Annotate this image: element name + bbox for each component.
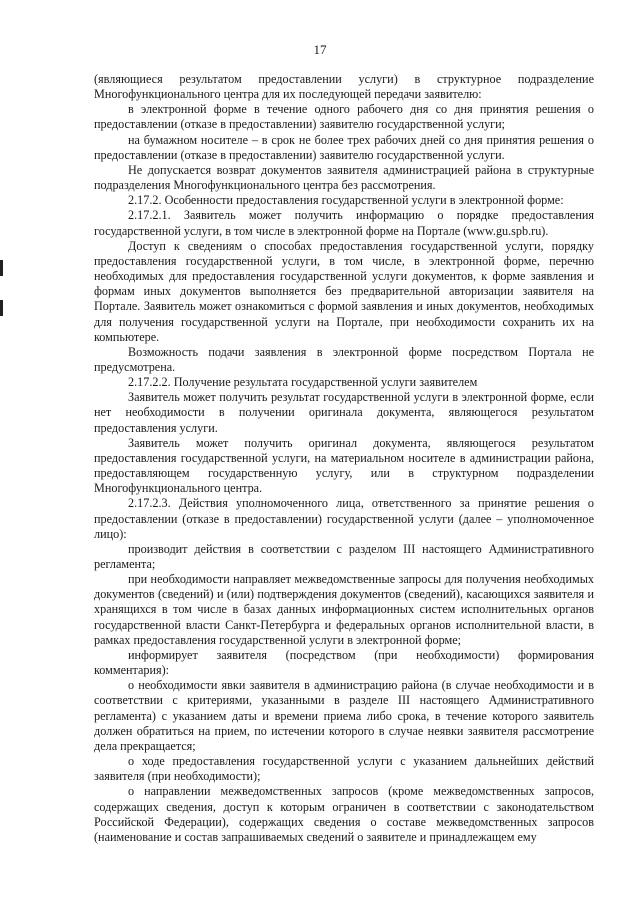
paragraph: информирует заявителя (посредством (при необходимости) формирования комментария): (94, 647, 594, 678)
paragraph: Заявитель может получить оригинал документа, являющегося результатом предоставления государственной услуги, на материальном носителе в администрации района, предоставляющем государственную услугу, или в структурном подразделении Многофункционального центра. (94, 435, 594, 496)
paragraph: 2.17.2. Особенности предоставления государственной услуги в электронной форме: (128, 193, 564, 208)
paragraph: Возможность подачи заявления в электронной форме посредством Портала не предусмотрена. (94, 344, 594, 374)
paragraph: на бумажном носителе – в срок не более трех рабочих дней со дня принятия решения о предоставлении (отказе в предоставлении) заявителю государственной услуги. (94, 132, 594, 162)
paragraph: 2.17.2.1. Заявитель может получить информацию о порядке предоставления государственной услуги, в том числе в электронной форме на Портале (www.gu.spb.ru). (94, 208, 594, 238)
paragraph: 2.17.2.3. Действия уполномоченного лица, ответственного за принятие решения о предоставлении (отказе в предоставлении) государственной услуги (далее – уполномоченное лицо): (94, 496, 594, 541)
paragraph: 2.17.2.2. Получение результата государственной услуги заявителем (128, 375, 478, 390)
margin-mark (0, 260, 3, 276)
paragraph: о ходе предоставления государственной услуги с указанием дальнейших действий заявителя (при необходимости); (94, 754, 594, 784)
paragraph: при необходимости направляет межведомственные запросы для получения необходимых документов (сведений) и (или) подтверждения документов (сведений), касающихся заявителя и хранящихся в том числе в базах данных информационных систем исполнительных органов государственной власти Санкт-Петербурга и федеральных органов исполнительной власти, в рамках предоставления государственной услуги в электронной форме; (94, 572, 594, 647)
document-body (94, 72, 594, 845)
margin-mark (0, 300, 3, 316)
paragraph: о направлении межведомственных запросов (кроме межведомственных запросов, содержащих сведения, доступ к которым ограничен в соответствии с законодательством Российской Федерации), содержащих сведения о составе межведомственных запросов (наименование и состав запрашиваемых сведений о заявителе и принадлежащем ему (94, 784, 594, 844)
paragraph: Заявитель может получить результат государственной услуги в электронной форме, если нет необходимости в получении оригинала документа, являющегося результатом предоставления услуги. (94, 390, 594, 435)
paragraph: о необходимости явки заявителя в администрацию района (в случае необходимости и в соответствии с критериями, указанными в разделе III настоящего Административного регламента) с указанием даты и времени приема либо срока, в течение которого заявитель должен обратиться на прием, по истечении которого в случае неявки заявителя рассмотрение дела прекращается; (94, 678, 594, 753)
paragraph: Доступ к сведениям о способах предоставления государственной услуги, порядку предоставления государственной услуги, в том числе, в электронной форме, перечню необходимых для предоставления государственной услуги документов, к форме заявления и формам иных документов выполняется без предварительной авторизации заявителя на Портале. Заявитель может ознакомиться с формой заявления и иных документов, необходимых для получения государственной услуги на Портале, при необходимости сохранить их на компьютере. (94, 238, 594, 344)
paragraph: Не допускается возврат документов заявителя администрацией района в структурные подразделения Многофункционального центра без рассмотрения. (94, 162, 594, 193)
page-number: 17 (313, 42, 327, 57)
paragraph: в электронной форме в течение одного рабочего дня со дня принятия решения о предоставлении (отказе в предоставлении) заявителю государственной услуги; (94, 102, 594, 132)
paragraph: (являющиеся результатом предоставлении услуги) в структурное подразделение Многофункционального центра для их последующей передачи заявителю: (94, 72, 594, 102)
paragraph: производит действия в соответствии с разделом III настоящего Административного регламента; (94, 541, 594, 571)
